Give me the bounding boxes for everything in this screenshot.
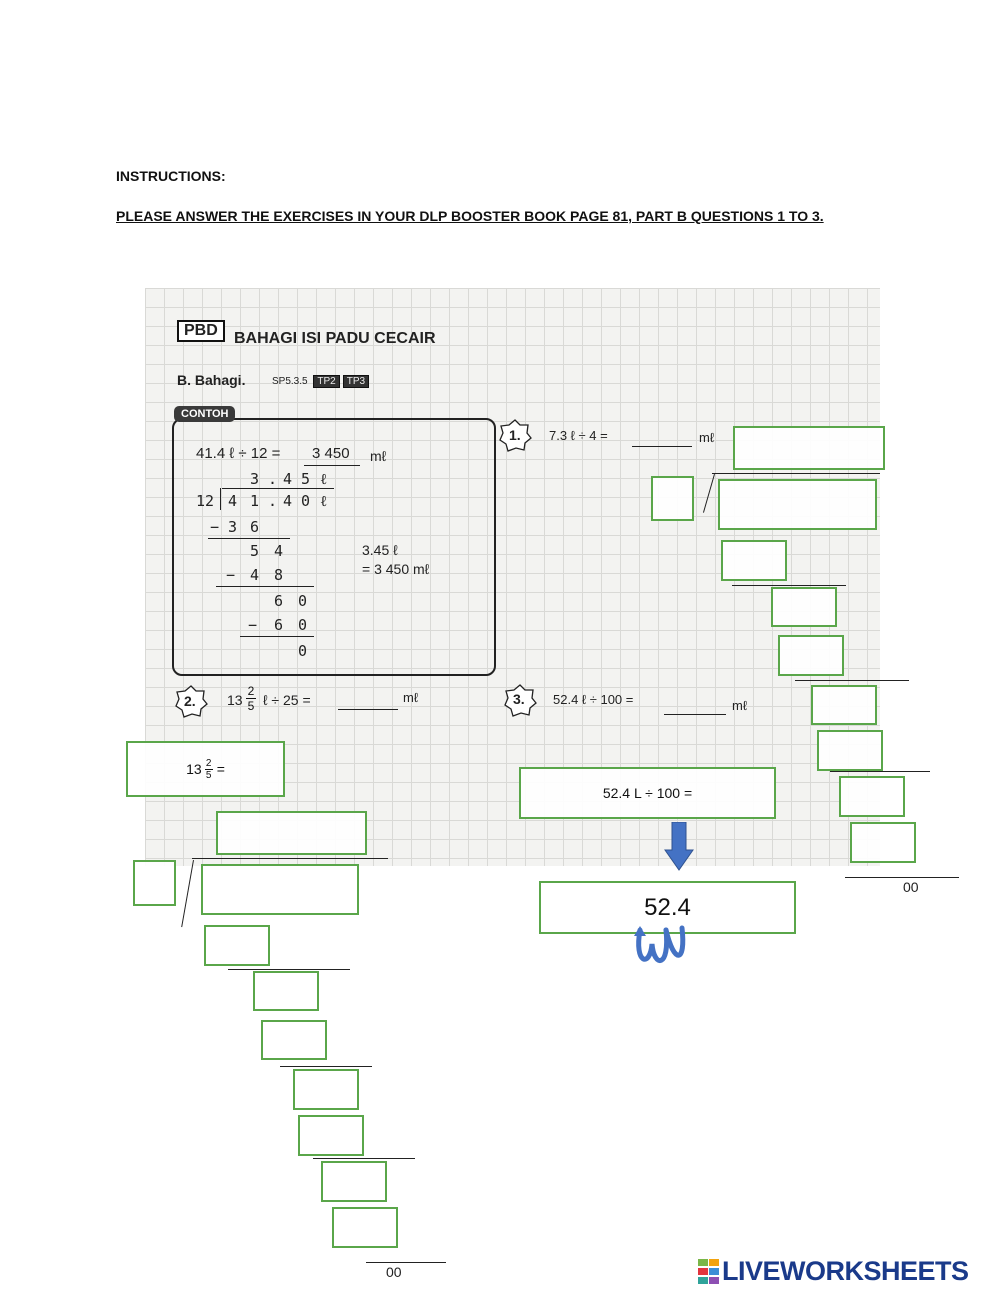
division-bracket	[181, 860, 194, 927]
division-line	[712, 473, 880, 474]
digit: 1	[250, 492, 260, 510]
answer-box-q1-dividend[interactable]	[718, 479, 877, 530]
tp2-badge: TP2	[313, 375, 339, 388]
zeros-right: 00	[903, 879, 919, 895]
digit: ℓ	[320, 492, 328, 510]
fraction-numerator: 2	[247, 684, 255, 698]
digit: 5	[250, 542, 260, 560]
answer-box-q2-step[interactable]	[261, 1020, 327, 1060]
answer-box-q1-step[interactable]	[778, 635, 844, 676]
question-2-whole: 13	[227, 692, 243, 708]
answer-box-q2-step[interactable]	[293, 1069, 359, 1110]
q2-mixed-number-box	[126, 741, 285, 797]
question-1-unit: mℓ	[699, 430, 715, 445]
liveworksheets-icon	[698, 1259, 720, 1285]
step-line	[240, 636, 314, 637]
instructions-heading: INSTRUCTIONS:	[116, 168, 226, 184]
step-line	[208, 538, 290, 539]
question-1-text: 7.3 ℓ ÷ 4 =	[549, 428, 608, 443]
contoh-label: CONTOH	[174, 406, 235, 422]
digit: 5	[301, 470, 311, 488]
division-line	[845, 877, 959, 878]
answer-box-q2-dividend[interactable]	[201, 864, 359, 915]
fraction-denominator: 5	[247, 699, 255, 713]
division-bracket	[220, 488, 221, 510]
division-line	[192, 858, 388, 859]
fraction-denominator: 5	[205, 769, 212, 781]
digit: 4	[274, 542, 284, 560]
step-line	[216, 586, 314, 587]
answer-box-q1-step[interactable]	[839, 776, 905, 817]
example-equation: 41.4 ℓ ÷ 12 =	[196, 445, 281, 462]
digit: −	[210, 518, 220, 536]
question-2-fraction	[246, 684, 256, 713]
example-unit: mℓ	[370, 448, 387, 464]
question-3-unit: mℓ	[732, 698, 748, 713]
question-1-blank	[632, 446, 692, 447]
sp-code	[272, 376, 369, 387]
answer-box-q1-step[interactable]	[771, 587, 837, 627]
fraction-numerator: 2	[205, 757, 212, 769]
digit: −	[226, 566, 236, 584]
answer-box-q1-step[interactable]	[850, 822, 916, 863]
example-answer: 3 450	[312, 445, 350, 462]
digit: ℓ	[320, 470, 328, 488]
digit: .	[268, 492, 278, 510]
q3-equation-box	[519, 767, 776, 819]
digit: 6	[274, 592, 284, 610]
question-2-text: ℓ ÷ 25 =	[263, 692, 311, 708]
digit: 0	[298, 592, 308, 610]
question-2-unit: mℓ	[403, 690, 419, 705]
example-answer-line	[304, 465, 360, 466]
pbd-label: PBD	[177, 320, 225, 342]
digit: −	[248, 616, 258, 634]
answer-box-q2-step[interactable]	[321, 1161, 387, 1202]
division-line	[795, 680, 909, 681]
question-3-text: 52.4 ℓ ÷ 100 =	[553, 692, 634, 707]
digit: 4	[283, 470, 293, 488]
question-2-blank	[338, 709, 398, 710]
brand-name: LIVEWORKSHEETS	[722, 1256, 969, 1286]
down-arrow-icon	[664, 822, 694, 872]
division-line	[313, 1158, 415, 1159]
answer-box-q1-step[interactable]	[811, 685, 877, 725]
digit: 3	[250, 470, 260, 488]
brand-logo	[698, 1256, 969, 1287]
answer-box-q2-step[interactable]	[298, 1115, 364, 1156]
example-note-1: 3.45 ℓ	[362, 542, 398, 558]
division-line	[366, 1262, 446, 1263]
answer-box-q2-step[interactable]	[253, 971, 319, 1011]
division-line	[280, 1066, 372, 1067]
digit: 3	[228, 518, 238, 536]
answer-box-q1-result[interactable]	[733, 426, 885, 470]
digit: 8	[274, 566, 284, 584]
tp3-badge: TP3	[343, 375, 369, 388]
q3-equation-text: 52.4 L ÷ 100 =	[602, 785, 693, 801]
answer-box-q2-divisor[interactable]	[133, 860, 176, 906]
answer-box-q1-step[interactable]	[817, 730, 883, 771]
answer-box-q1-divisor[interactable]	[651, 476, 694, 521]
question-3-blank	[664, 714, 726, 715]
section-label: B. Bahagi.	[177, 372, 246, 388]
digit: 0	[298, 616, 308, 634]
answer-box-q1-step[interactable]	[721, 540, 787, 581]
answer-box-q2-result[interactable]	[216, 811, 367, 855]
answer-box-q2-step[interactable]	[332, 1207, 398, 1248]
division-line	[732, 585, 846, 586]
digit: 4	[283, 492, 293, 510]
question-3-number: 3.	[513, 691, 525, 707]
question-1-number: 1.	[509, 427, 521, 443]
divisor: 12	[196, 492, 215, 510]
q2-box-equals: =	[216, 761, 225, 777]
digit: 4	[228, 492, 238, 510]
answer-box-q2-step[interactable]	[204, 925, 270, 966]
example-note-2: = 3 450 mℓ	[362, 561, 430, 577]
curved-arrows-icon	[630, 924, 688, 970]
digit: 6	[274, 616, 284, 634]
digit: 0	[301, 492, 311, 510]
q3-value: 52.4	[644, 893, 691, 921]
instructions-text: PLEASE ANSWER THE EXERCISES IN YOUR DLP BOOSTER BOOK PAGE 81, PART B QUESTIONS 1 TO 3.	[116, 208, 824, 224]
question-2-number: 2.	[184, 693, 196, 709]
division-top-line	[222, 488, 334, 489]
q2-box-fraction	[205, 758, 213, 781]
zeros-bottom: 00	[386, 1264, 402, 1280]
digit: 4	[250, 566, 260, 584]
division-line	[830, 771, 930, 772]
worksheet-title: BAHAGI ISI PADU CECAIR	[234, 330, 436, 347]
q2-box-whole: 13	[186, 761, 202, 777]
sp-code-text: SP5.3.5	[272, 376, 308, 387]
remainder: 0	[298, 642, 308, 660]
division-line	[228, 969, 350, 970]
digit: .	[268, 470, 278, 488]
digit: 6	[250, 518, 260, 536]
